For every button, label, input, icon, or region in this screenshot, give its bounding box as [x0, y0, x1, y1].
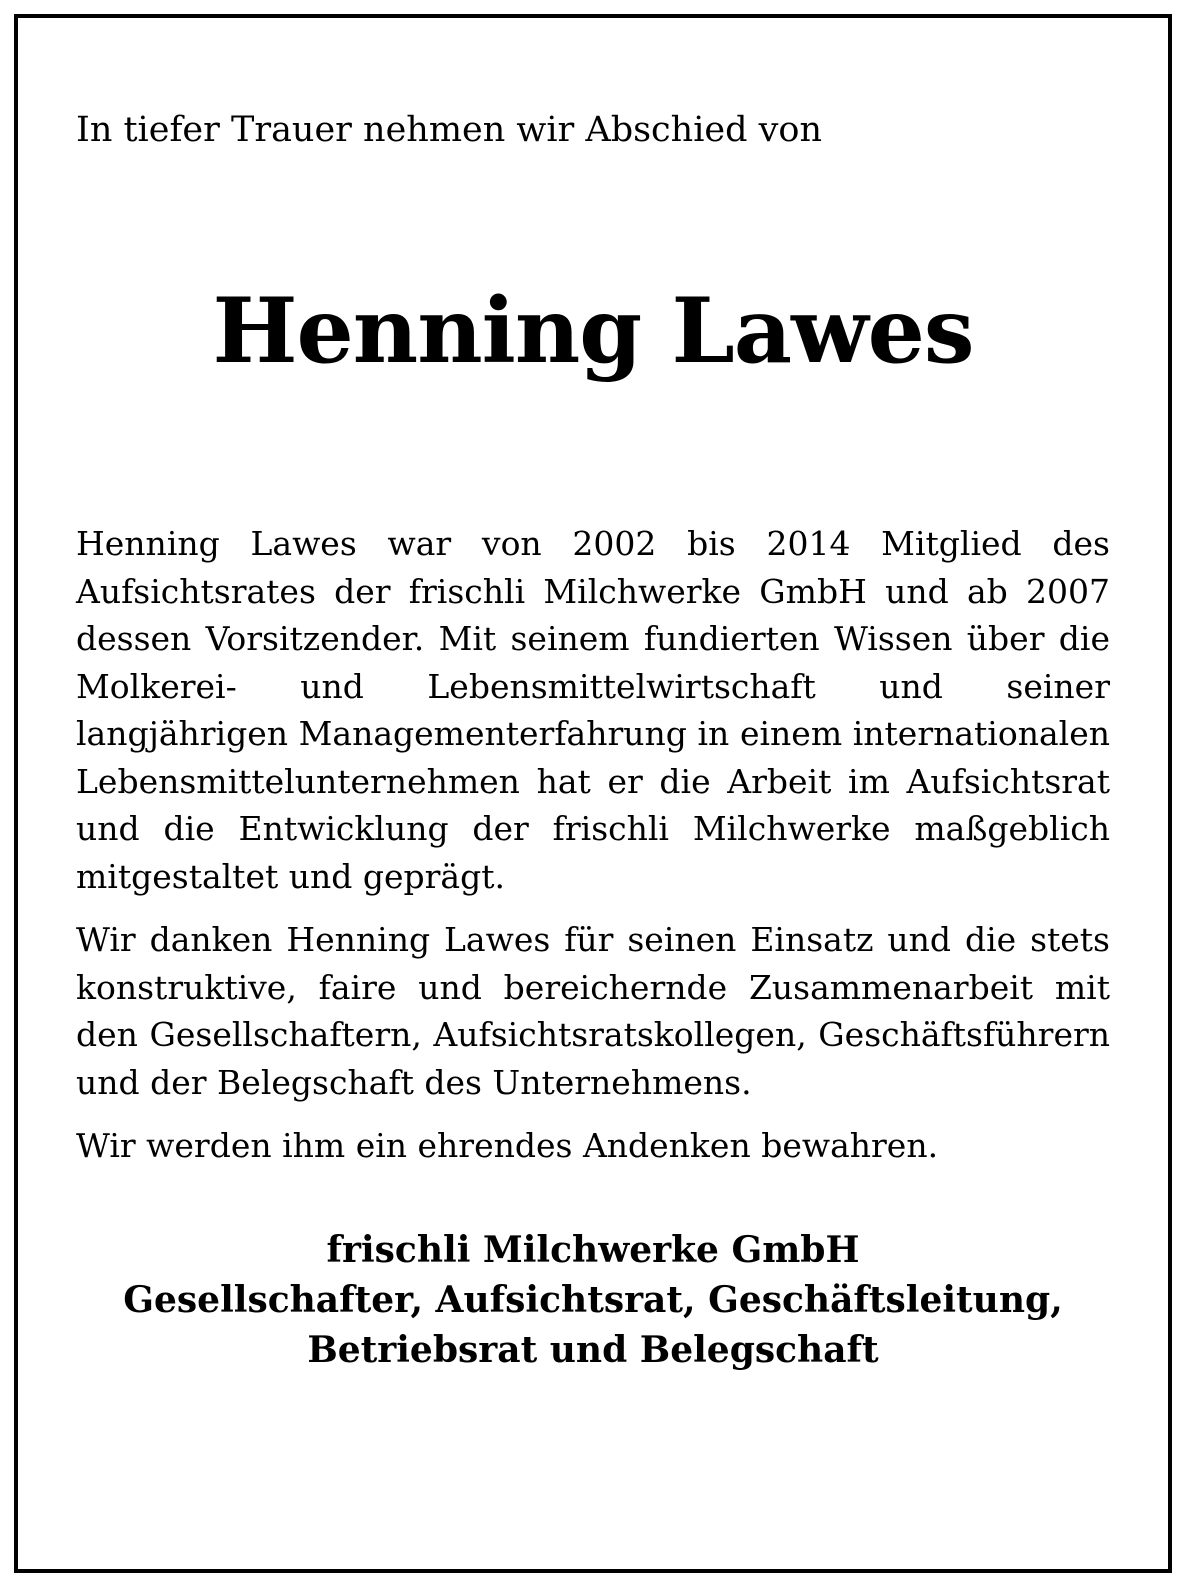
notice-body — [76, 520, 1110, 1186]
signature-line-2: Gesellschafter, Aufsichtsrat, Geschäftsleitung, — [123, 1279, 1063, 1321]
signature-block — [0, 1225, 1186, 1375]
signature-line-3: Betriebsrat und Belegschaft — [307, 1329, 879, 1371]
paragraph-biography: Henning Lawes war von 2002 bis 2014 Mitglied des Aufsichtsrates der frischli Milchwerke GmbH und ab 2007 dessen Vorsitzender. Mit seinem fundierten Wissen über die Molkerei- und Lebensmittelwirtschaft und seiner langjährigen Managementerfahrung in einem internationalen Lebensmittelunternehmen hat er die Arbeit im Aufsichtsrat und die Entwicklung der frischli Milchwerke maßgeblich mitgestaltet und geprägt. — [76, 524, 1110, 896]
paragraph-remembrance: Wir werden ihm ein ehrendes Andenken bewahren. — [76, 1126, 939, 1165]
deceased-name: Henning Lawes — [212, 278, 974, 384]
signature-company: frischli Milchwerke GmbH — [326, 1229, 860, 1271]
intro-line: In tiefer Trauer nehmen wir Abschied von — [76, 110, 823, 150]
paragraph-thanks: Wir danken Henning Lawes für seinen Einsatz und die stets konstruktive, faire und bereichernde Zusammenarbeit mit den Gesellschaftern, Aufsichtsratskollegen, Geschäftsführern und der Belegschaft des Unternehmens. — [76, 920, 1110, 1102]
